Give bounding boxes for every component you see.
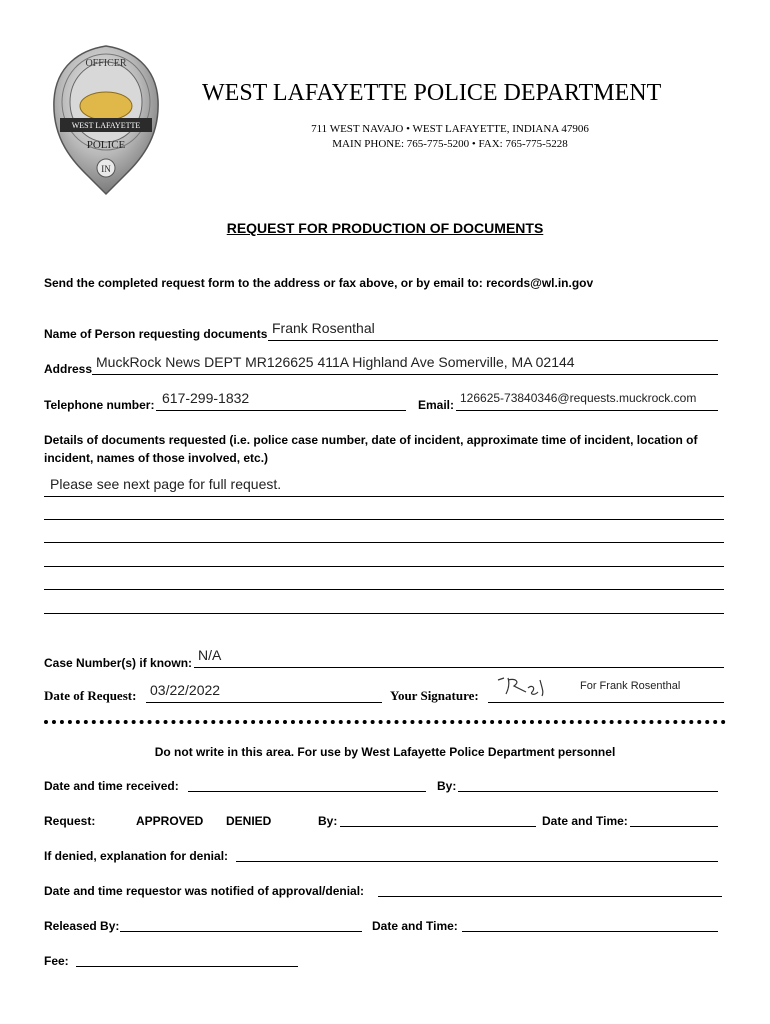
address-field[interactable]: MuckRock News DEPT MR126625 411A Highland Ave Somerville, MA 02144	[96, 354, 575, 370]
notified-label: Date and time requestor was notified of approval/denial:	[44, 884, 365, 898]
details-line-3	[44, 542, 724, 543]
department-address: 711 WEST NAVAJO • WEST LAFAYETTE, INDIANA 47906	[311, 123, 589, 135]
instructions-text: Send the completed request form to the address or fax above, or by email to: records@wl.in.gov	[44, 276, 594, 290]
telephone-field[interactable]: 617-299-1832	[162, 390, 250, 406]
details-line-4	[44, 566, 724, 567]
received-by-line[interactable]	[458, 791, 718, 792]
badge-band-text: WEST LAFAYETTE	[71, 121, 141, 130]
case-number-label: Case Number(s) if known:	[44, 656, 193, 670]
form-title: REQUEST FOR PRODUCTION OF DOCUMENTS	[226, 220, 544, 236]
date-of-request-field[interactable]: 03/22/2022	[150, 682, 221, 698]
name-field[interactable]: Frank Rosenthal	[272, 320, 375, 336]
received-by-label: By:	[437, 779, 457, 793]
badge-in-text: IN	[101, 164, 111, 174]
email-label: Email:	[418, 398, 455, 412]
signature-label: Your Signature:	[390, 688, 479, 703]
details-line-6	[44, 613, 724, 614]
address-label: Address	[44, 362, 93, 376]
email-field[interactable]: 126625-73840346@requests.muckrock.com	[460, 391, 697, 405]
address-underline	[92, 374, 718, 375]
denial-explanation-line[interactable]	[236, 861, 718, 862]
released-date-time-line[interactable]	[462, 931, 718, 932]
request-date-time-line[interactable]	[630, 826, 718, 827]
request-label: Request:	[44, 814, 96, 828]
fee-line[interactable]	[76, 966, 298, 967]
telephone-label: Telephone number:	[44, 398, 155, 412]
case-number-field[interactable]: N/A	[198, 647, 222, 663]
badge-officer-text: OFFICER	[85, 58, 127, 69]
signature-underline	[488, 702, 724, 703]
date-received-label: Date and time received:	[44, 779, 179, 793]
signature-scribble[interactable]	[494, 674, 554, 700]
details-line-2	[44, 519, 724, 520]
department-phone: MAIN PHONE: 765-775-5200 • FAX: 765-775-5228	[332, 138, 568, 150]
name-label: Name of Person requesting documents	[44, 327, 268, 341]
date-of-request-underline	[146, 702, 382, 703]
approved-option[interactable]: APPROVED	[136, 814, 204, 828]
details-field[interactable]: Please see next page for full request.	[50, 476, 282, 492]
department-title: WEST LAFAYETTE POLICE DEPARTMENT	[202, 80, 662, 106]
date-received-line[interactable]	[188, 791, 426, 792]
released-by-label: Released By:	[44, 919, 120, 933]
fee-label: Fee:	[44, 954, 69, 968]
details-label: Details of documents requested (i.e. police case number, date of incident, approximate time of incident, location of incident, names of those involved, etc.)	[44, 433, 698, 465]
telephone-underline	[156, 410, 406, 411]
police-badge-logo	[52, 44, 160, 196]
released-date-time-label: Date and Time:	[372, 919, 458, 933]
office-use-notice: Do not write in this area. For use by West Lafayette Police Department personnel	[154, 745, 616, 759]
case-number-underline	[194, 667, 724, 668]
signature-note: For Frank Rosenthal	[580, 680, 681, 692]
badge-police-text: POLICE	[86, 139, 126, 151]
details-line-1	[44, 496, 724, 497]
request-by-label: By:	[318, 814, 338, 828]
details-line-5	[44, 589, 724, 590]
released-by-line[interactable]	[120, 931, 362, 932]
notified-line[interactable]	[378, 896, 722, 897]
office-use-divider	[44, 720, 726, 724]
email-underline	[456, 410, 718, 411]
request-date-time-label: Date and Time:	[542, 814, 628, 828]
name-underline	[268, 340, 718, 341]
request-by-line[interactable]	[340, 826, 536, 827]
denial-explanation-label: If denied, explanation for denial:	[44, 849, 229, 863]
denied-option[interactable]: DENIED	[226, 814, 272, 828]
date-of-request-label: Date of Request:	[44, 688, 137, 703]
